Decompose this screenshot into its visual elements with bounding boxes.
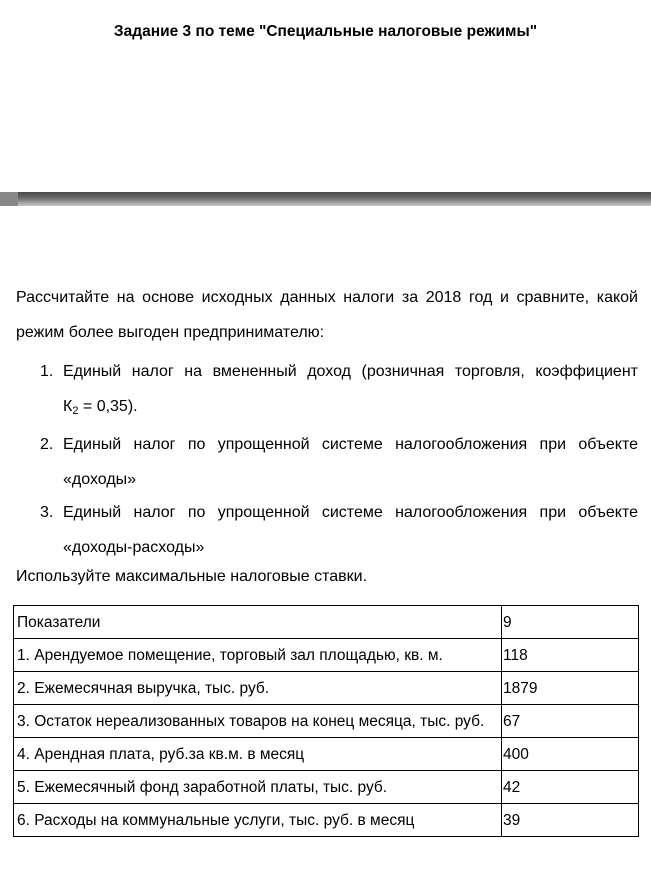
table-cell-value: 1879 xyxy=(502,672,639,705)
table-cell-value: 118 xyxy=(502,639,639,672)
list-item-line-1: Единый налог по упрощенной системе налогообложения при объекте xyxy=(63,504,638,521)
page-title: Задание 3 по теме "Специальные налоговые режимы" xyxy=(113,23,538,40)
table-row xyxy=(14,738,639,771)
table-cell-value: 39 xyxy=(502,804,639,837)
list-item-number: 3. xyxy=(40,504,54,521)
table-row xyxy=(14,705,639,738)
list-item xyxy=(16,495,638,565)
table-cell-label: Показатели xyxy=(14,606,502,639)
coefficient-value: = 0,35). xyxy=(78,398,138,415)
table-row xyxy=(14,639,639,672)
list-item-number: 1. xyxy=(40,363,54,380)
page-separator-shade xyxy=(0,192,18,206)
task-list xyxy=(16,354,638,563)
table-cell-value: 67 xyxy=(502,705,639,738)
coefficient-subscript: 2 xyxy=(72,405,79,417)
table-cell-value: 42 xyxy=(502,771,639,804)
table-cell-label: 4. Арендная плата, руб.за кв.м. в месяц xyxy=(14,738,502,771)
list-item-line-2 xyxy=(63,389,638,429)
table-cell-label: 5. Ежемесячный фонд заработной платы, тыс. руб. xyxy=(14,771,502,804)
list-item xyxy=(16,354,638,429)
page-top xyxy=(0,0,651,192)
intro-line-2: режим более выгоден предпринимателю: xyxy=(16,324,325,341)
list-item-line-1: Единый налог по упрощенной системе налогообложения при объекте xyxy=(63,436,638,453)
table-cell-value: 9 xyxy=(502,606,639,639)
table-cell-label: 2. Ежемесячная выручка, тыс. руб. xyxy=(14,672,502,705)
table-row xyxy=(14,804,639,837)
data-table xyxy=(13,605,639,837)
note-text: Используйте максимальные налоговые ставки. xyxy=(16,568,368,585)
intro-paragraph xyxy=(16,280,638,350)
table-cell-label: 1. Арендуемое помещение, торговый зал площадью, кв. м. xyxy=(14,639,502,672)
table-cell-label: 3. Остаток нереализованных товаров на конец месяца, тыс. руб. xyxy=(14,705,502,738)
list-item xyxy=(16,427,638,497)
list-item-number: 2. xyxy=(40,436,54,453)
table-row xyxy=(14,672,639,705)
list-item-line-1: Единый налог на вмененный доход (розничная торговля, коэффициент xyxy=(63,363,638,380)
intro-line-1: Рассчитайте на основе исходных данных налоги за 2018 год и сравните, какой xyxy=(16,289,638,306)
page-separator xyxy=(0,192,651,206)
list-item-line-2: «доходы-расходы» xyxy=(63,539,205,556)
table-row xyxy=(14,771,639,804)
table-cell-label: 6. Расходы на коммунальные услуги, тыс. руб. в месяц xyxy=(14,804,502,837)
table-cell-value: 400 xyxy=(502,738,639,771)
list-item-line-2: «доходы» xyxy=(63,471,137,488)
coefficient-symbol: К xyxy=(63,398,73,415)
table-row xyxy=(14,606,639,639)
